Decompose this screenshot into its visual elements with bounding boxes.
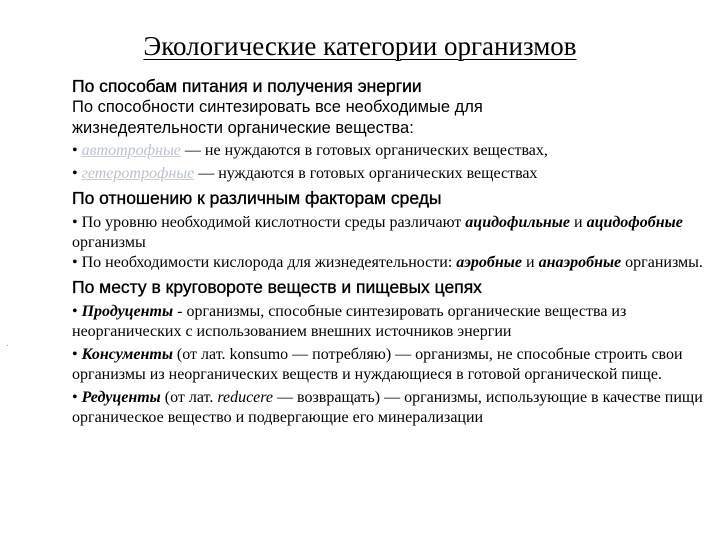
latin-term: reducere [217, 389, 274, 406]
bullet-text: • По уровню необходимой кислотности среды различают [72, 214, 466, 231]
content-body [72, 76, 712, 428]
section-heading-factors: По отношению к различным факторам среды [72, 188, 442, 208]
bullet-acidity [72, 213, 712, 253]
bullet-oxygen [72, 253, 712, 273]
bullet-text: • По необходимости кислорода для жизнедеятельности: [72, 254, 457, 271]
bullet-text: (от лат. [160, 389, 218, 406]
section-heading-cycle: По месту в круговороте веществ и пищевых цепях [72, 277, 482, 297]
bullet-decomposers [72, 388, 712, 428]
bullet-text: — нуждаются в готовых органических веществах [194, 165, 538, 182]
intro-line-2: жизнедеятельности органические вещества: [72, 118, 414, 137]
bullet-text: — возвращать) — организмы, использующие в качестве пищи органическое вещество и подвергающие его минерализации [72, 389, 703, 426]
term-aerobic: аэробные [456, 254, 522, 271]
section-heading-nutrition: По способам питания и получения энергии [72, 76, 422, 96]
bullet-mark: • [72, 303, 82, 320]
page-title: Экологические категории организмов [143, 31, 577, 61]
stray-dot: . [6, 338, 9, 349]
bullet-producers [72, 302, 712, 342]
term-acidophilic: ацидофильные [465, 214, 570, 231]
term-anaerobic: анаэробные [538, 254, 622, 271]
bullet-text: и [522, 254, 535, 271]
bullet-mark: • [72, 142, 78, 159]
bullet-autotrophs [72, 141, 712, 161]
bullet-text: организмы. [621, 254, 703, 271]
term-autotrophs-link[interactable]: автотрофные [81, 142, 181, 159]
bullet-heterotrophs [72, 164, 712, 184]
term-heterotrophs-link[interactable]: гетеротрофные [81, 165, 195, 182]
bullet-text: - организмы, способные синтезировать органические вещества из неорганических с использованием внешних источников энергии [72, 303, 627, 340]
bullet-mark: • [72, 389, 82, 406]
bullet-text: (от лат. konsumo — потребляю) — организмы, не способные строить свои организмы из неорганических веществ и нуждающиеся в готовой органической пище. [72, 346, 683, 383]
bullet-text: и [570, 214, 583, 231]
bullet-text: — не нуждаются в готовых органических веществах, [180, 142, 548, 159]
intro-line-1: По способности синтезировать все необходимые для [72, 98, 483, 116]
bullet-mark: • [72, 165, 78, 182]
term-consumers: Консументы [81, 346, 173, 363]
bullet-consumers [72, 345, 712, 385]
term-producers: Продуценты [81, 303, 174, 320]
term-decomposers: Редуценты [81, 389, 161, 406]
bullet-text: организмы [72, 234, 146, 251]
term-acidophobic: ацидофобные [586, 214, 683, 231]
bullet-mark: • [72, 346, 82, 363]
